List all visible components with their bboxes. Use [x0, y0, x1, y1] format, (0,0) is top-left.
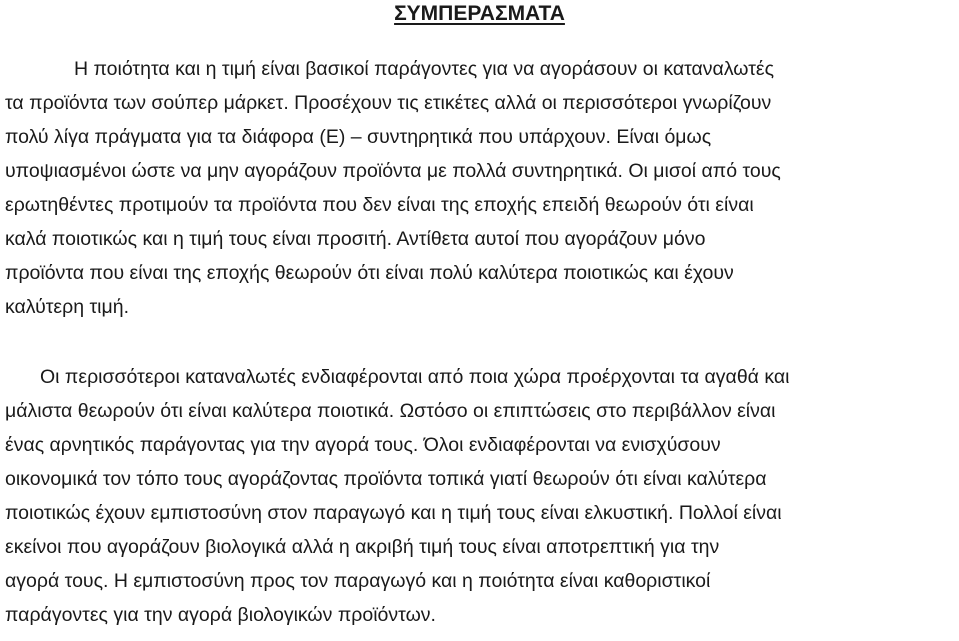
paragraph-1-line-6: καλά ποιοτικώς και η τιμή τους είναι προσιτή. Αντίθετα αυτοί που αγοράζουν μόνο	[5, 228, 706, 250]
paragraph-1-line-1: Η ποιότητα και η τιμή είναι βασικοί παράγοντες για να αγοράσουν οι καταναλωτές	[74, 58, 775, 80]
page-title: ΣΥΜΠΕΡΑΣΜΑΤΑ	[394, 2, 565, 25]
paragraph-1-line-5: ερωτηθέντες προτιμούν τα προϊόντα που δεν είναι της εποχής επειδή θεωρούν ότι είναι	[5, 194, 754, 216]
paragraph-1-line-8: καλύτερη τιμή.	[5, 296, 130, 318]
paragraph-2-line-6: εκείνοι που αγοράζουν βιολογικά αλλά η ακριβή τιμή τους είναι αποτρεπτική για την	[5, 536, 720, 558]
paragraph-1-line-7: προϊόντα που είναι της εποχής θεωρούν ότι είναι πολύ καλύτερα ποιοτικώς και έχουν	[5, 262, 734, 284]
paragraph-1-line-3: πολύ λίγα πράγματα για τα διάφορα (Ε) – συντηρητικά που υπάρχουν. Είναι όμως	[5, 126, 712, 148]
paragraph-2-line-4: οικονομικά τον τόπο τους αγοράζοντας προϊόντα τοπικά γιατί θεωρούν ότι είναι καλύτερα	[5, 468, 767, 490]
paragraph-2-line-2: μάλιστα θεωρούν ότι είναι καλύτερα ποιοτικά. Ωστόσο οι επιπτώσεις στο περιβάλλον είναι	[5, 400, 776, 422]
paragraph-2-line-3: ένας αρνητικός παράγοντας για την αγορά τους. Όλοι ενδιαφέρονται να ενισχύσουν	[5, 434, 721, 456]
paragraph-1-line-4: υποψιασμένοι ώστε να μην αγοράζουν προϊόντα με πολλά συντηρητικά. Οι μισοί από τους	[5, 160, 781, 182]
paragraph-2-line-1: Οι περισσότεροι καταναλωτές ενδιαφέρονται από ποια χώρα προέρχονται τα αγαθά και	[40, 366, 790, 388]
paragraph-2-line-8: παράγοντες για την αγορά βιολογικών προϊόντων.	[5, 604, 436, 626]
paragraph-2-line-5: ποιοτικώς έχουν εμπιστοσύνη στον παραγωγό και η τιμή τους είναι ελκυστική. Πολλοί είναι	[5, 502, 782, 524]
paragraph-1-line-2: τα προϊόντα των σούπερ μάρκετ. Προσέχουν τις ετικέτες αλλά οι περισσότεροι γνωρίζουν	[5, 92, 772, 114]
paragraph-2-line-7: αγορά τους. Η εμπιστοσύνη προς τον παραγωγό και η ποιότητα είναι καθοριστικοί	[5, 570, 711, 592]
